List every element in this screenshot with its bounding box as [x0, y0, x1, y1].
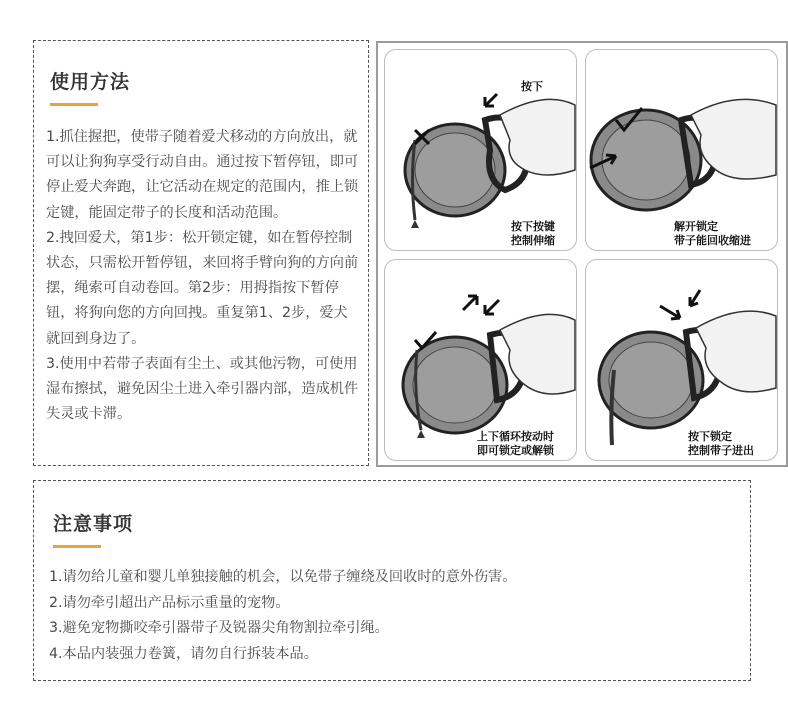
caption-line: 解开锁定: [674, 220, 718, 233]
usage-step-3: 3.使用中若带子表面有尘土、或其他污物，可使用湿布擦拭，避免因尘土进入牵引器内部，造成机件失灵或卡滞。: [46, 355, 359, 423]
illustration-toggle-lock: [384, 259, 577, 461]
illustration-press-button: [384, 49, 577, 251]
usage-title: 使用方法: [50, 71, 131, 93]
list-item: 4.本品内装强力卷簧，请勿自行拆装本品。: [49, 645, 318, 662]
caption-line: 上下循环按动时: [477, 430, 554, 443]
caption-panel-4: [688, 430, 754, 458]
caption-line: 按下按键: [511, 220, 555, 233]
illustration-unlock: [585, 49, 778, 251]
usage-step-2: 2.拽回爱犬，第1步：松开锁定键，如在暂停控制状态，只需松开暂停钮，来回将手臂向狗的方向前摆，绳索可自动卷回。第2步：用拇指按下暂停钮，将狗向您的方向回拽。重复第1、2步，爱犬就回到身边了。: [46, 229, 359, 347]
caption-line: 控制带子进出: [688, 444, 754, 457]
usage-title-underline: [50, 103, 98, 106]
caption-panel-3: [477, 430, 554, 458]
list-item: 3.避免宠物撕咬牵引器带子及锐器尖角物割拉牵引绳。: [49, 620, 389, 636]
usage-instructions: [46, 125, 360, 427]
list-item: 1.请勿给儿童和婴儿单独接触的机会，以免带子缠绕及回收时的意外伤害。: [49, 569, 517, 585]
caption-line: 控制伸缩: [511, 234, 555, 247]
usage-section: [33, 40, 369, 466]
caption-line: 即可锁定或解锁: [477, 444, 554, 457]
list-item: 2.请勿牵引超出产品标示重量的宠物。: [49, 594, 290, 611]
caption-line: 按下锁定: [688, 430, 732, 443]
notice-list: [49, 565, 739, 667]
notice-title: 注意事项: [53, 513, 134, 535]
callout-press: 按下: [521, 80, 543, 93]
illustration-grid: [376, 41, 788, 467]
caption-panel-1: [511, 220, 555, 248]
caption-line: 带子能回收缩进: [674, 234, 751, 247]
notice-section: [33, 480, 751, 681]
caption-panel-2: [674, 220, 751, 248]
notice-title-underline: [53, 545, 101, 548]
usage-step-1: 1.抓住握把，使带子随着爱犬移动的方向放出，就可以让狗狗享受行动自由。通过按下暂停钮，即可停止爱犬奔跑，让它活动在规定的范围内，推上锁定键，能固定带子的长度和活动范围。: [46, 129, 359, 221]
illustration-lock-control: [585, 259, 778, 461]
